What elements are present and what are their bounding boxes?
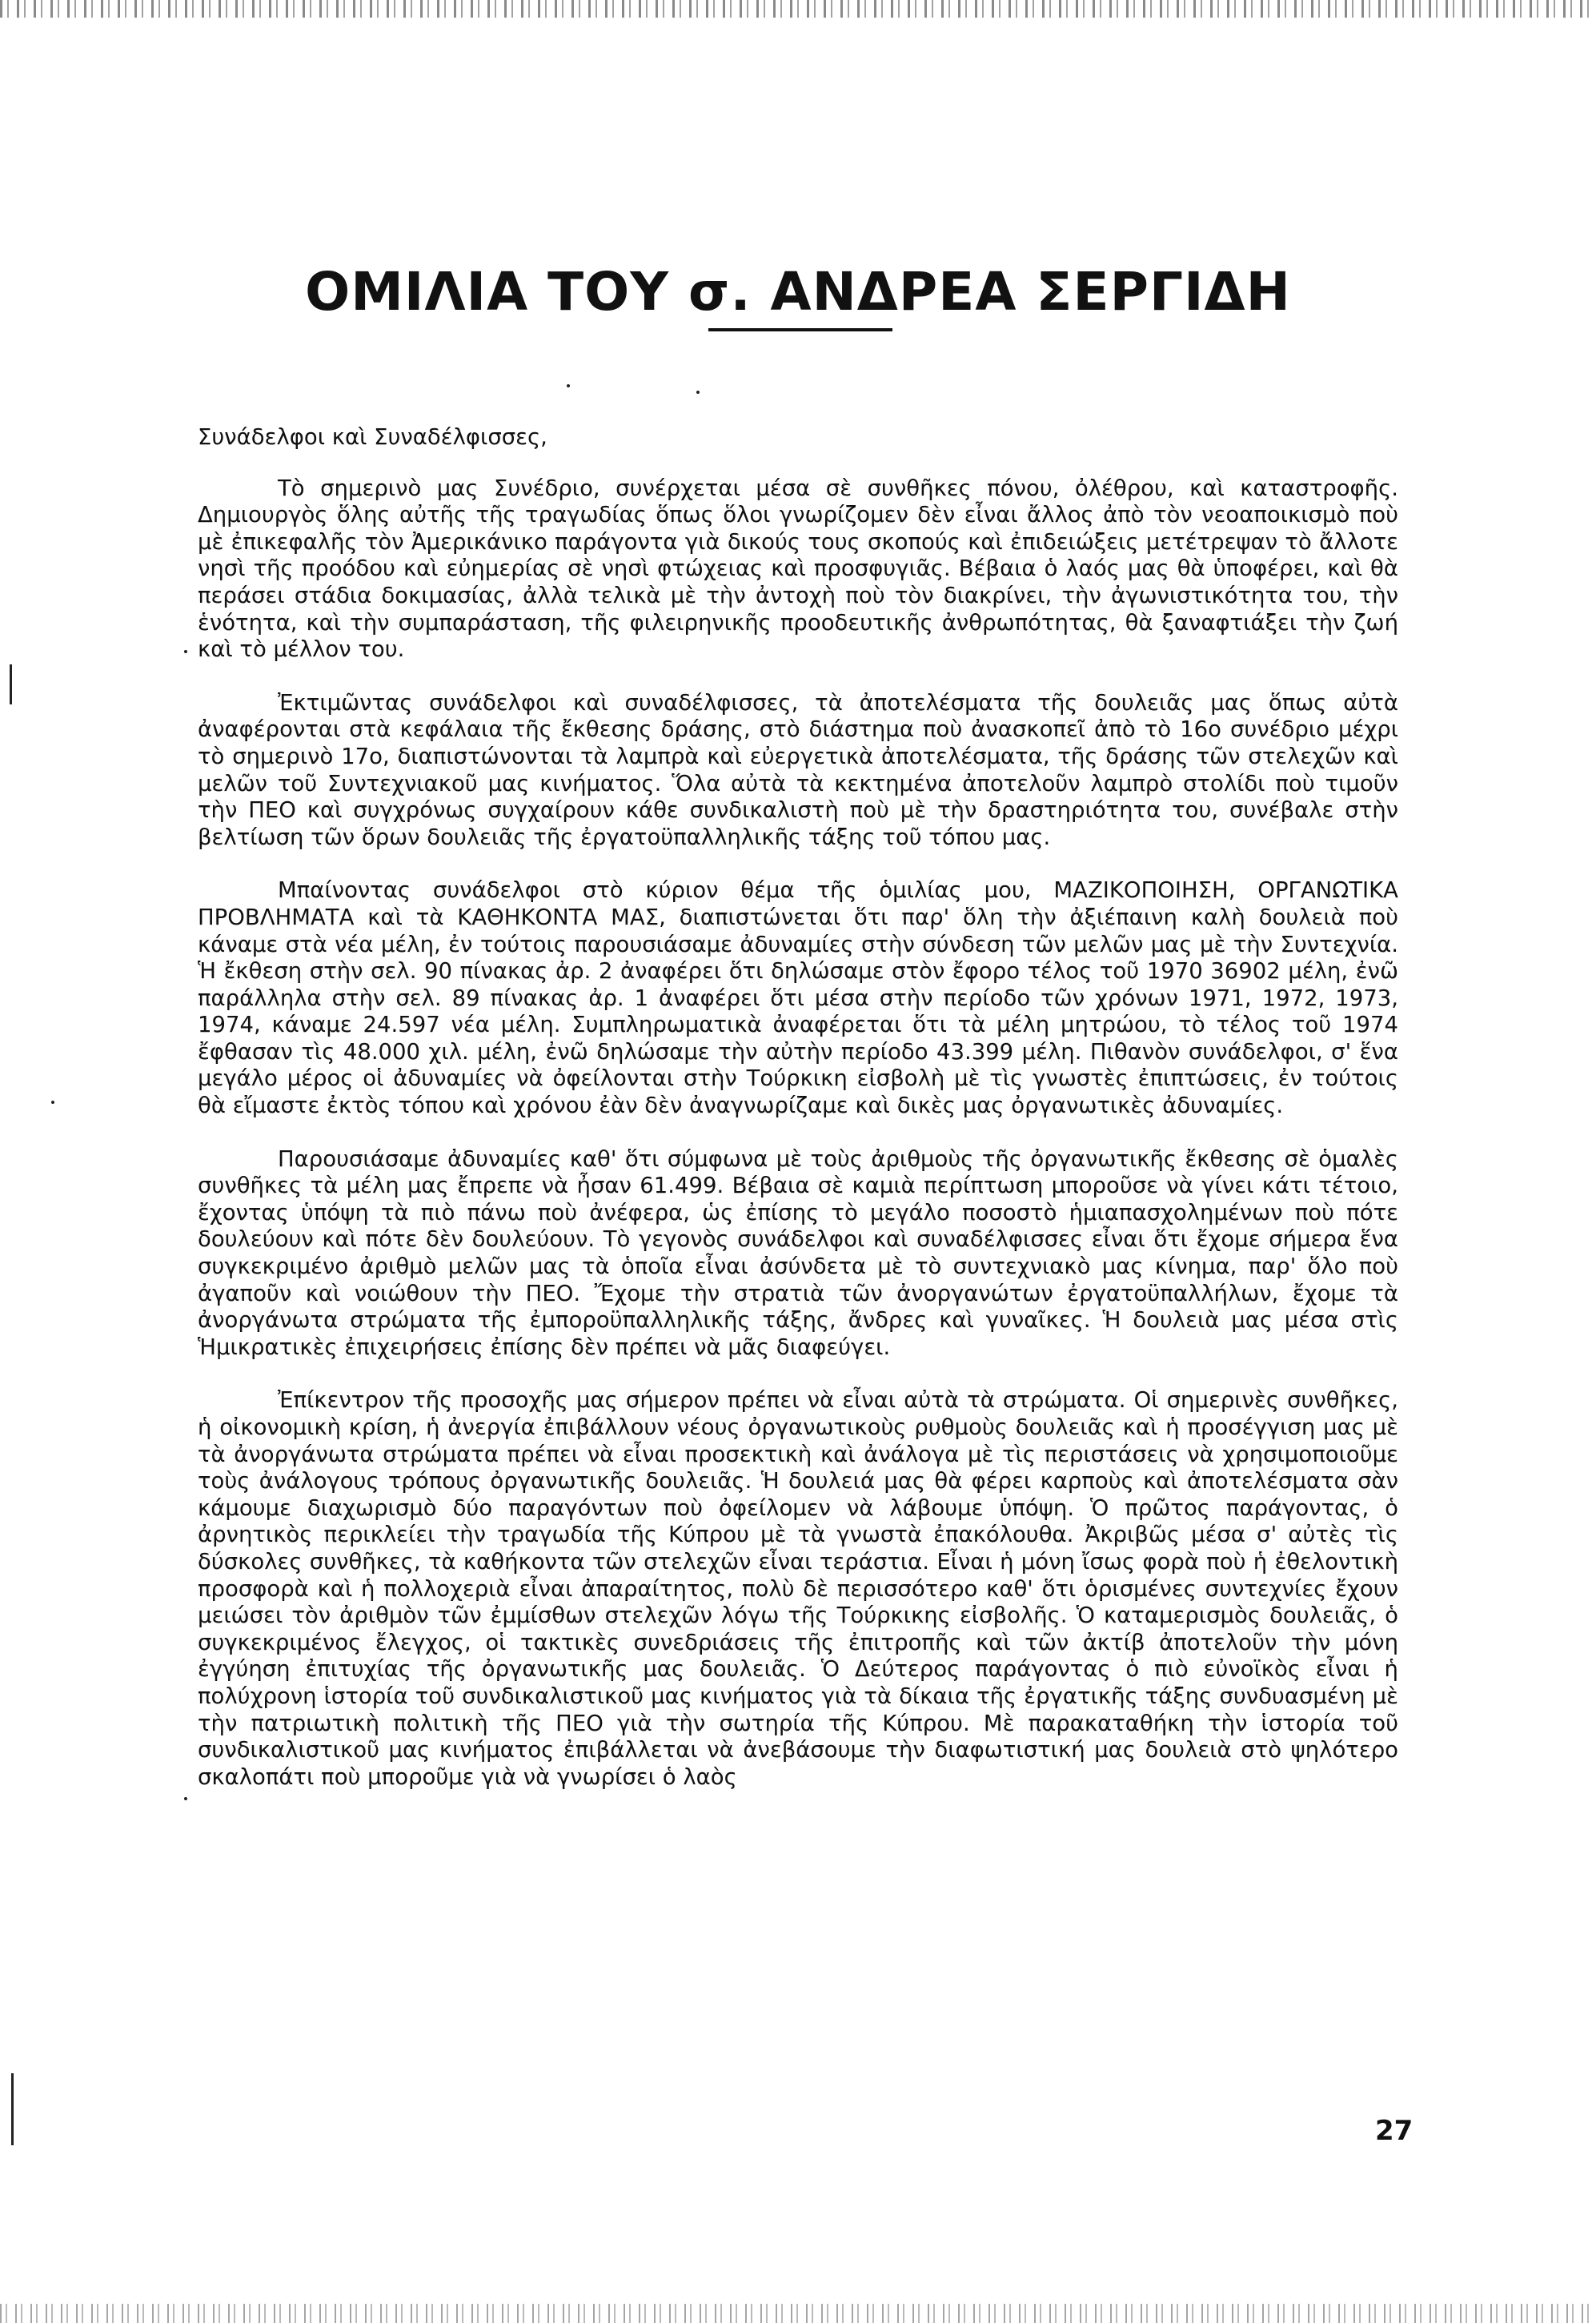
speck <box>184 650 187 653</box>
margin-mark <box>11 2073 14 2145</box>
title-underline <box>708 328 892 331</box>
scan-edge-bottom <box>0 2304 1596 2323</box>
paragraph-2: Ἐκτιμῶντας συνάδελφοι καὶ συναδέλφισσες, τὰ ἀποτελέσματα τῆς δουλειᾶς μας ὅπως αὐτὰ ἀναφέρονται στὰ κεφάλαια τῆς ἔκθεσης δράσης, στὸ διάστημα ποὺ ἀνασκοπεῖ ἀπὸ τὸ 16ο συνέδριο μέχρι τὸ σημερινὸ 17ο, διαπιστώνονται τὰ λαμπρὰ καὶ εὐεργετικὰ ἀποτελέσματα, τῆς δράσης τῶν στελεχῶν καὶ μελῶν τοῦ Συντεχνιακοῦ μας κινήματος. Ὅλα αὐτὰ τὰ κεκτημένα ἀποτελοῦν λαμπρὸ στολίδι ποὺ τιμοῦν τὴν ΠΕΟ καὶ συγχρόνως συγχαίρουν κάθε συνδικαλιστὴ ποὺ μὲ τὴν δραστηριότητα του, συνέβαλε στὴν βελτίωση τῶν ὅρων δουλειᾶς τῆς ἐργατοϋπαλληλικῆς τάξης τοῦ τόπου μας. <box>198 689 1398 850</box>
salutation: Συνάδελφοι καὶ Συναδέλφισσες, <box>198 424 547 450</box>
paragraph-3: Μπαίνοντας συνάδελφοι στὸ κύριον θέμα τῆς ὁμιλίας μου, ΜΑΖΙΚΟΠΟΙΗΣΗ, ΟΡΓΑΝΩΤΙΚΑ ΠΡΟΒΛΗΜΑΤΑ καὶ τὰ ΚΑΘΗΚΟΝΤΑ ΜΑΣ, διαπιστώνεται ὅτι παρ' ὅλη τὴν ἀξιέπαινη καλὴ δουλειὰ ποὺ κάναμε στὰ νέα μέλη, ἐν τούτοις παρουσιάσαμε ἀδυναμίες στὴν σύνδεση τῶν μελῶν μας μὲ τὴν Συντεχνία. Ἡ ἔκθεση στὴν σελ. 90 πίνακας ἀρ. 2 ἀναφέρει ὅτι δηλώσαμε στὸν ἔφορο τέλος τοῦ 1970 36902 μέλη, ἐνῶ παράλληλα στὴν σελ. 89 πίνακας ἀρ. 1 ἀναφέρει ὅτι μέσα στὴν περίοδο τῶν χρόνων 1971, 1972, 1973, 1974, κάναμε 24.597 νέα μέλη. Συμπληρωματικὰ ἀναφέρεται ὅτι τὰ μέλη μητρώου, τὸ τέλος τοῦ 1974 ἔφθασαν τὶς 48.000 χιλ. μέλη, ἐνῶ δηλώσαμε τὴν αὐτὴν περίοδο 43.399 μέλη. Πιθανὸν συνάδελφοι, σ' ἕνα μεγάλο μέρος οἱ ἀδυναμίες νὰ ὀφείλονται στὴν Τούρκικη εἰσβολὴ μὲ τὶς γνωστὲς ἐπιπτώσεις, ἐν τούτοις θὰ εἴμαστε ἐκτὸς τόπου καὶ χρόνου ἐὰν δὲν ἀναγνωρίζαμε καὶ δικὲς μας ὀργανωτικὲς ἀδυναμίες. <box>198 877 1398 1119</box>
speck <box>567 384 570 387</box>
margin-mark <box>10 664 12 704</box>
scan-edge-top <box>0 0 1596 18</box>
paragraph-4: Παρουσιάσαμε ἀδυναμίες καθ' ὅτι σύμφωνα μὲ τοὺς ἀριθμοὺς τῆς ὀργανωτικῆς ἔκθεσης σὲ ὁμαλὲς συνθῆκες τὰ μέλη μας ἔπρεπε νὰ ἦσαν 61.499. Βέβαια σὲ καμιὰ περίπτωση μποροῦσε νὰ γίνει κάτι τέτοιο, ἔχοντας ὑπόψη τὰ πιὸ πάνω ποὺ ἀνέφερα, ὡς ἐπίσης τὸ μεγάλο ποσοστὸ ἡμιαπασχολημένων ποὺ πότε δουλεύουν καὶ πότε δὲν δουλεύουν. Τὸ γεγονὸς συνάδελφοι καὶ συναδέλφισσες εἶναι ὅτι ἔχομε σήμερα ἕνα συγκεκριμένο ἀριθμὸ μελῶν μας τὰ ὁποῖα εἶναι ἀσύνδετα μὲ τὸ συντεχνιακὸ μας κίνημα, παρ' ὅλο ποὺ ἀγαποῦν καὶ νοιώθουν τὴν ΠΕΟ. Ἔχομε τὴν στρατιὰ τῶν ἀνοργανώτων ἐργατοϋπαλλήλων, ἔχομε τὰ ἀνοργάνωτα στρώματα τῆς ἐμποροϋπαλληλικῆς τάξης, ἄνδρες καὶ γυναῖκες. Ἡ δουλειὰ μας μέσα στὶς Ἡμικρατικὲς ἐπιχειρήσεις ἐπίσης δὲν πρέπει νὰ μᾶς διαφεύγει. <box>198 1145 1398 1360</box>
article-body <box>198 424 1398 1817</box>
page-number: 27 <box>1375 2115 1414 2147</box>
paragraph-5: Ἐπίκεντρον τῆς προσοχῆς μας σήμερον πρέπει νὰ εἶναι αὐτὰ τὰ στρώματα. Οἱ σημερινὲς συνθῆκες, ἡ οἰκονομικὴ κρίση, ἡ ἀνεργία ἐπιβάλλουν νέους ὀργανωτικοὺς ρυθμοὺς δουλειᾶς καὶ ἡ προσέγγιση μας μὲ τὰ ἀνοργάνωτα στρώματα πρέπει νὰ εἶναι προσεκτικὴ καὶ ἀνάλογα μὲ τὶς περιστάσεις νὰ χρησιμοποιοῦμε τοὺς ἀνάλογους τρόπους ὀργανωτικῆς δουλειᾶς. Ἡ δουλειά μας θὰ φέρει καρποὺς καὶ ἀποτελέσματα σὰν κάμουμε διαχωρισμὸ δύο παραγόντων ποὺ ὀφείλομεν νὰ λάβουμε ὑπόψη. Ὁ πρῶτος παράγοντας, ὁ ἀρνητικὸς περικλείει τὴν τραγωδία τῆς Κύπρου μὲ τὰ γνωστὰ ἐπακόλουθα. Ἀκριβῶς μέσα σ' αὐτὲς τὶς δύσκολες συνθῆκες, τὰ καθήκοντα τῶν στελεχῶν εἶναι τεράστια. Εἶναι ἡ μόνη ἴσως φορὰ ποὺ ἡ ἐθελοντικὴ προσφορὰ καὶ ἡ πολλοχεριὰ εἶναι ἀπαραίτητος, πολὺ δὲ περισσότερο καθ' ὅτι ὁρισμένες συντεχνίες ἔχουν μειώσει τὸν ἀριθμὸν τῶν ἐμμίσθων στελεχῶν λόγω τῆς Τούρκικης εἰσβολῆς. Ὁ καταμερισμὸς δουλειᾶς, ὁ συγκεκριμένος ἔλεγχος, οἱ τακτικὲς συνεδριάσεις τῆς ἐπιτροπῆς καὶ τῶν ἀκτίβ ἀποτελοῦν τὴν μόνη ἐγγύηση ἐπιτυχίας τῆς ὀργανωτικῆς μας δουλειᾶς. Ὁ Δεύτερος παράγοντας ὁ πιὸ εὐνοϊκὸς εἶναι ἡ πολύχρονη ἱστορία τοῦ συνδικαλιστικοῦ μας κινήματος γιὰ τὰ δίκαια τῆς ἐργατικῆς τάξης συνδυασμένη μὲ τὴν πατριωτικὴ πολιτικὴ τῆς ΠΕΟ γιὰ τὴν σωτηρία τῆς Κύπρου. Μὲ παρακαταθήκη τὴν ἱστορία τοῦ συνδικαλιστικοῦ μας κινήματος ἐπιβάλλεται νὰ ἀνεβάσουμε τὴν διαφωτιστική μας δουλειὰ στὸ ψηλότερο σκαλοπάτι ποὺ μποροῦμε γιὰ νὰ γνωρίσει ὁ λαὸς <box>198 1387 1398 1790</box>
speck <box>184 1797 187 1800</box>
paragraph-1: Τὸ σημερινὸ μας Συνέδριο, συνέρχεται μέσα σὲ συνθῆκες πόνου, ὀλέθρου, καὶ καταστροφῆς. Δημιουργὸς ὅλης αὐτῆς τῆς τραγωδίας ὅπως ὅλοι γνωρίζομεν δὲν εἶναι ἄλλος ἀπὸ τὸν νεοαποικισμὸ ποὺ μὲ ἐπικεφαλῆς τὸν Ἀμερικάνικο παράγοντα γιὰ δικούς τους σκοπούς καὶ ἐπιδειώξεις μετέτρεψαν τὸ ἄλλοτε νησὶ τῆς προόδου καὶ εὐημερίας σὲ νησὶ φτώχειας καὶ προσφυγιᾶς. Βέβαια ὁ λαός μας θὰ ὑποφέρει, καὶ θὰ περάσει στάδια δοκιμασίας, ἀλλὰ τελικὰ μὲ τὴν ἀντοχὴ ποὺ τὸν διακρίνει, τὴν ἀγωνιστικότητα του, τὴν ἑνότητα, καὶ τὴν συμπαράσταση, τῆς φιλειρηνικῆς προοδευτικῆς ἀνθρωπότητας, θὰ ξαναφτιάξει τὴν ζωή καὶ τὸ μέλλον του. <box>198 475 1398 663</box>
speck <box>696 391 700 394</box>
speck <box>51 1101 54 1104</box>
page-title: ΟΜΙΛΙΑ ΤΟΥ σ. ΑΝΔΡΕΑ ΣΕΡΓΙΔΗ <box>305 261 1291 323</box>
